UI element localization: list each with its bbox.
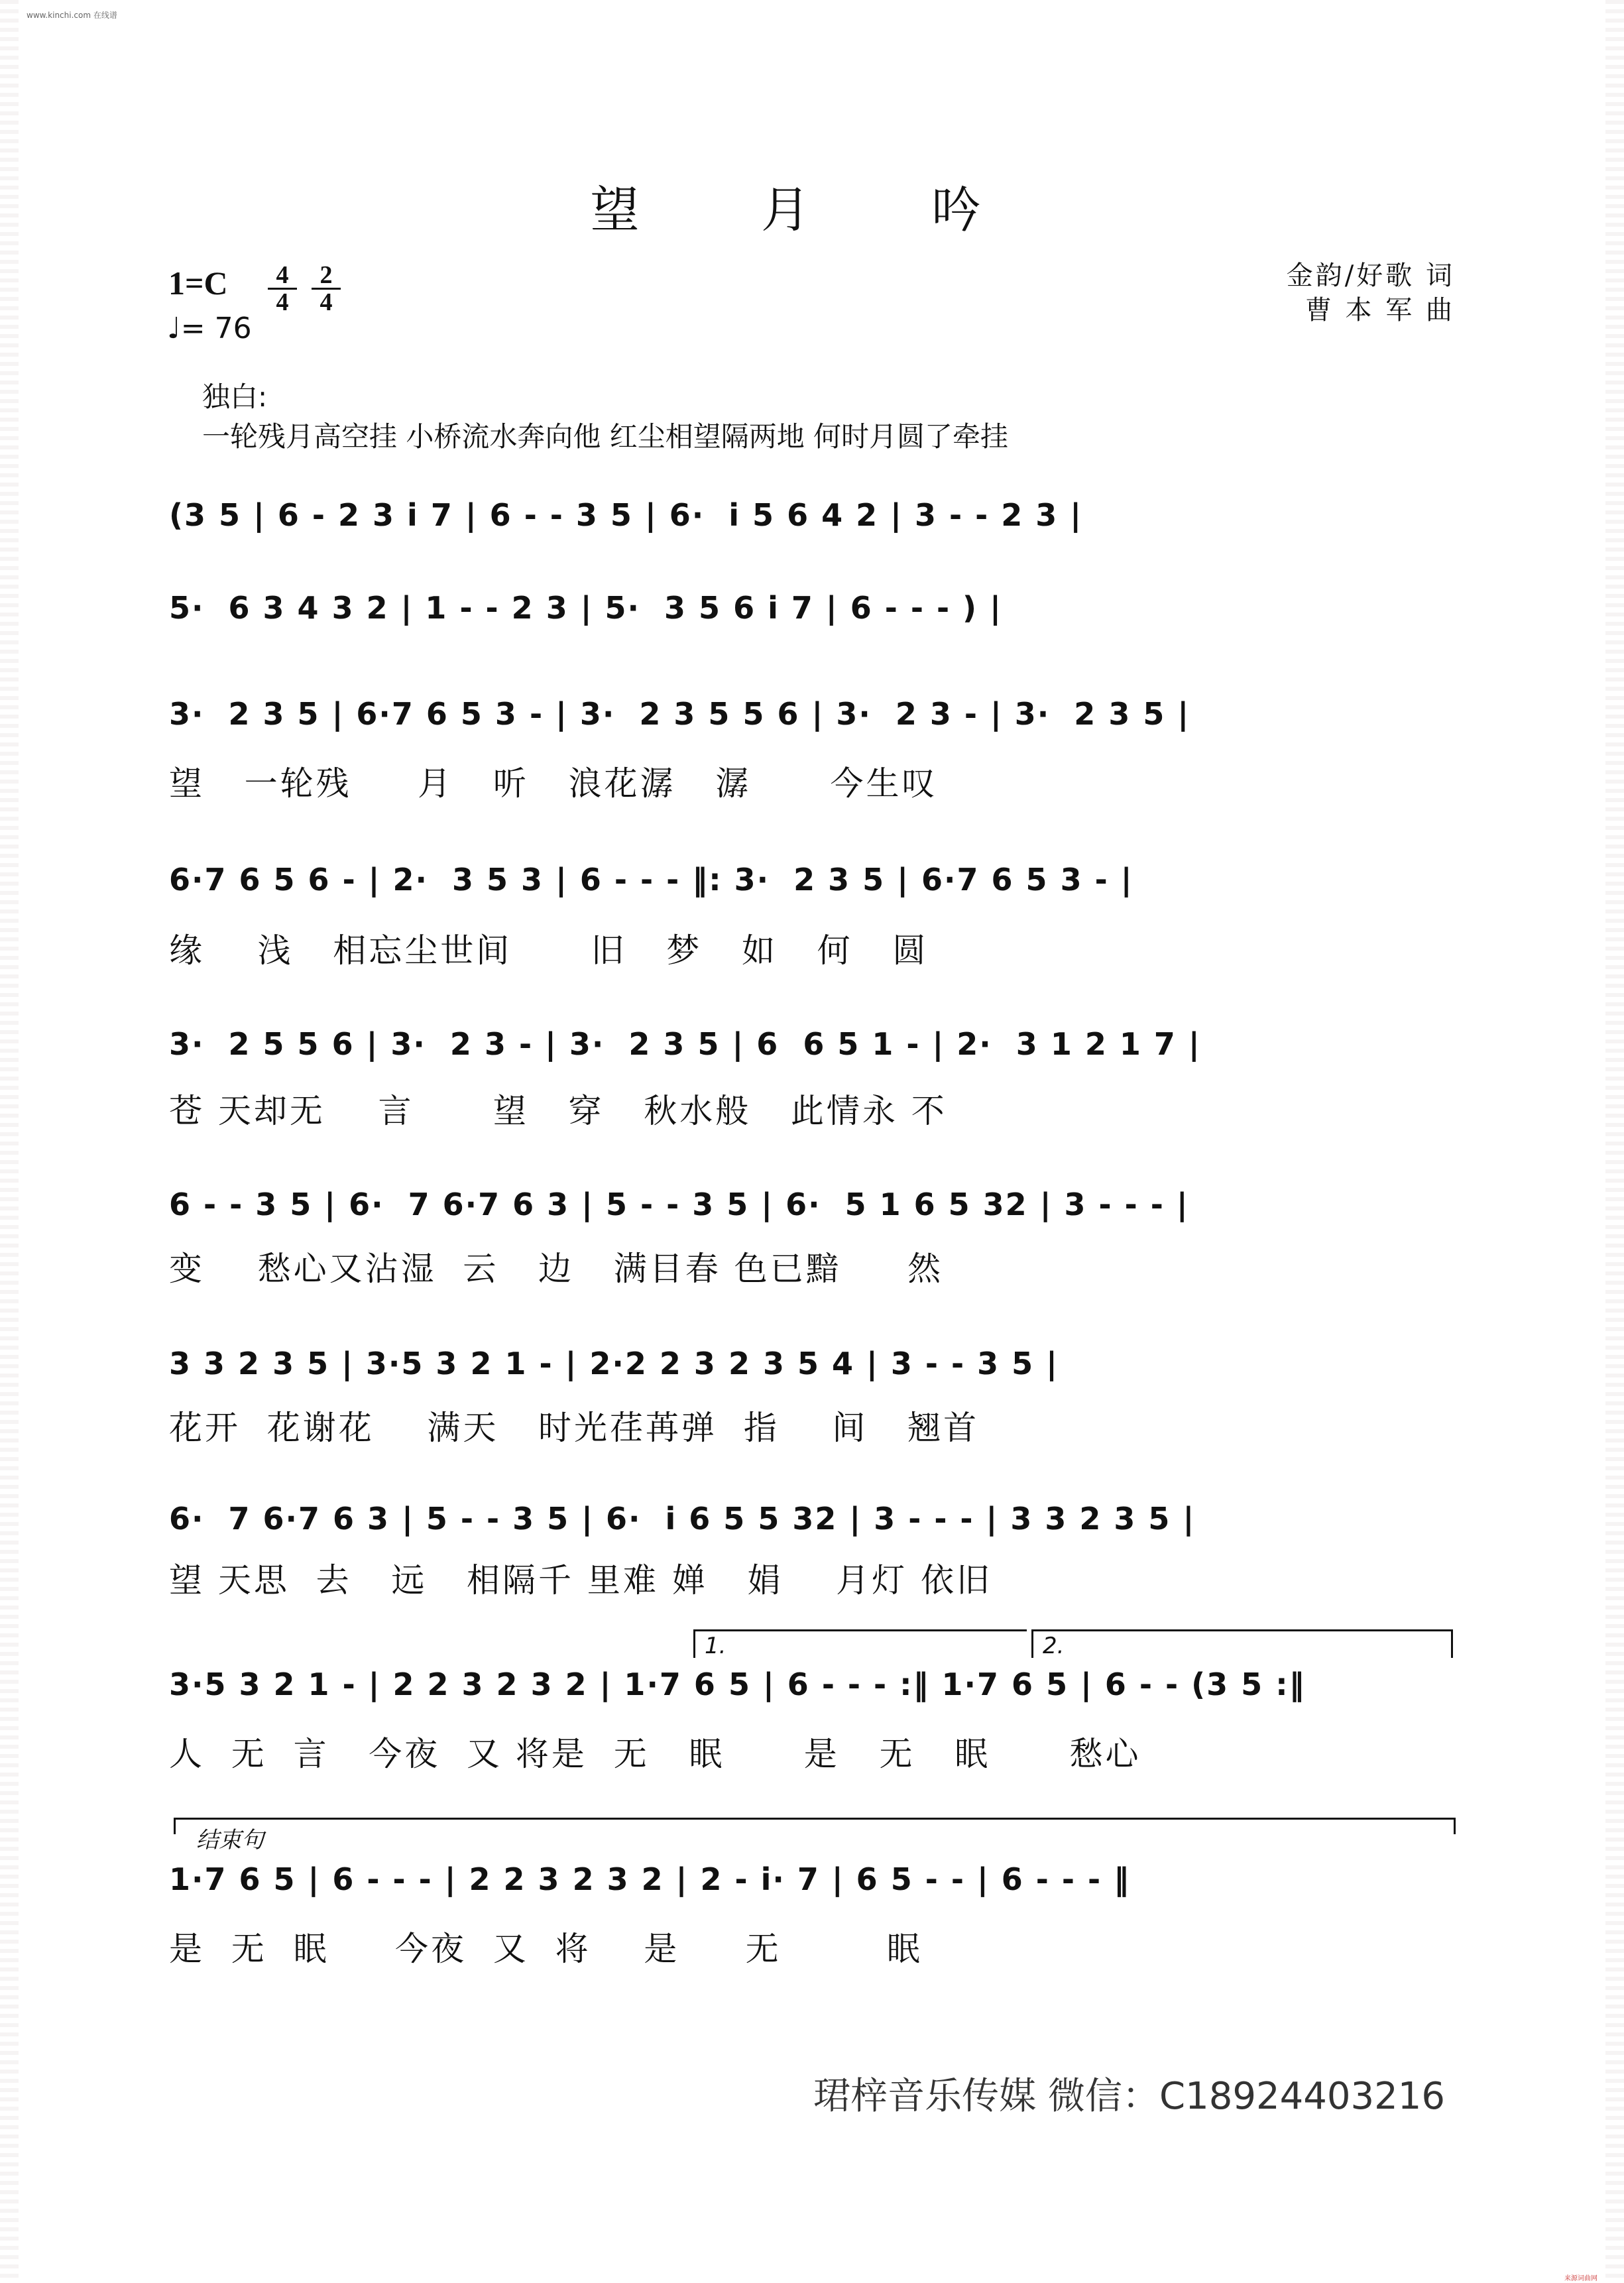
lyricist-credit: 金韵/好歌 词 (1286, 261, 1455, 291)
lyric-row-3: 望 一轮残 月 听 浪花潺 潺 今生叹 (169, 764, 938, 803)
lyric-row-5: 苍 天却无 言 望 穿 秋水般 此情永 不 (169, 1092, 947, 1130)
tempo-mark: ♩= 76 (167, 312, 252, 345)
lyric-row-7: 花开 花谢花 满天 时光荏苒弹 指 间 翘首 (169, 1409, 980, 1447)
notes-row-6: 6 - - 3 5 | 6· 7 6·7 6 3 | 5 - - 3 5 | 6· 5 1 6 5 32 | 3 - - - | (169, 1187, 1189, 1222)
notes-row-9: 3·5 3 2 1 - | 2 2 3 2 3 2 | 1·7 6 5 | 6 - - - :‖ 1·7 6 5 | 6 - - (3 5 :‖ (169, 1667, 1306, 1702)
time-signature-2 (312, 263, 341, 315)
ending-label: 结束句 (196, 1827, 264, 1853)
time-sig-1-den: 4 (276, 288, 289, 316)
lyric-row-4: 缘 浅 相忘尘世间 旧 梦 如 何 圆 (169, 931, 929, 970)
volta-label-1: 1. (705, 1633, 726, 1659)
right-margin-pattern (1605, 0, 1624, 2283)
notes-row-2: 5· 6 3 4 3 2 | 1 - - 2 3 | 5· 3 5 6 i 7 | 6 - - - ) | (169, 590, 1002, 626)
notation-row-6 (169, 1181, 1458, 1228)
notation-row-9 (169, 1661, 1458, 1708)
notation-row-4 (169, 856, 1458, 903)
ending-bracket (174, 1818, 1456, 1834)
left-margin-pattern (0, 0, 19, 2283)
notes-row-10: 1·7 6 5 | 6 - - - | 2 2 3 2 3 2 | 2 - i· 7 | 6 5 - - | 6 - - - ‖ (169, 1861, 1131, 1897)
notation-row-1 (169, 492, 1458, 538)
lyric-row-6: 变 愁心又沾湿 云 边 满目春 色已黯 然 (169, 1250, 944, 1288)
corner-watermark: 来源词曲网 (1564, 2275, 1597, 2282)
song-title: 望 月 吟 (590, 182, 1034, 239)
composer-credit: 曹 本 军 曲 (1305, 295, 1455, 325)
time-sig-2-den: 4 (319, 288, 333, 316)
time-sig-1-num: 4 (268, 263, 297, 290)
notation-row-3 (169, 691, 1458, 737)
notes-row-7: 3 3 2 3 5 | 3·5 3 2 1 - | 2·2 2 3 2 3 5 4 | 3 - - 3 5 | (169, 1346, 1059, 1381)
lyric-row-8: 望 天思 去 远 相隔千 里难 婵 娟 月灯 依旧 (169, 1561, 992, 1600)
volta-bracket-2 (1031, 1629, 1453, 1658)
volta-label-2: 2. (1043, 1633, 1065, 1659)
notes-row-4: 6·7 6 5 6 - | 2· 3 5 3 | 6 - - - ‖: 3· 2 3 5 | 6·7 6 5 3 - | (169, 862, 1133, 898)
time-sig-2-num: 2 (312, 263, 341, 290)
notes-row-3: 3· 2 3 5 | 6·7 6 5 3 - | 3· 2 3 5 5 6 | 3· 2 3 - | 3· 2 3 5 | (169, 696, 1190, 732)
lyric-row-9: 人 无 言 今夜 又 将是 无 眠 是 无 眠 愁心 (169, 1735, 1141, 1773)
lyric-row-10: 是 无 眠 今夜 又 将 是 无 眠 (169, 1930, 923, 1968)
notation-row-5 (169, 1021, 1458, 1067)
key-signature: 1=C (168, 264, 228, 302)
publisher-footer: 珺梓音乐传媒 微信：C18924403216 (813, 2075, 1445, 2118)
notation-row-8 (169, 1495, 1458, 1542)
notation-row-7 (169, 1340, 1458, 1387)
notes-row-1: (3 5 | 6 - 2 3 i 7 | 6 - - 3 5 | 6· i 5 6 4 2 | 3 - - 2 3 | (169, 497, 1083, 533)
notes-row-5: 3· 2 5 5 6 | 3· 2 3 - | 3· 2 3 5 | 6 6 5 1 - | 2· 3 1 2 1 7 | (169, 1026, 1201, 1062)
notation-row-10 (169, 1856, 1458, 1903)
time-signature-1 (268, 263, 297, 315)
monologue-text: 一轮残月高空挂 小桥流水奔向他 红尘相望隔两地 何时月圆了牵挂 (202, 420, 1009, 453)
notation-row-2 (169, 585, 1458, 631)
volta-bracket-1 (693, 1629, 1027, 1658)
monologue-label: 独白: (202, 380, 268, 413)
notes-row-8: 6· 7 6·7 6 3 | 5 - - 3 5 | 6· i 6 5 5 32 | 3 - - - | 3 3 2 3 5 | (169, 1501, 1196, 1537)
site-watermark: www.kinchi.com 在线谱 (27, 11, 117, 20)
